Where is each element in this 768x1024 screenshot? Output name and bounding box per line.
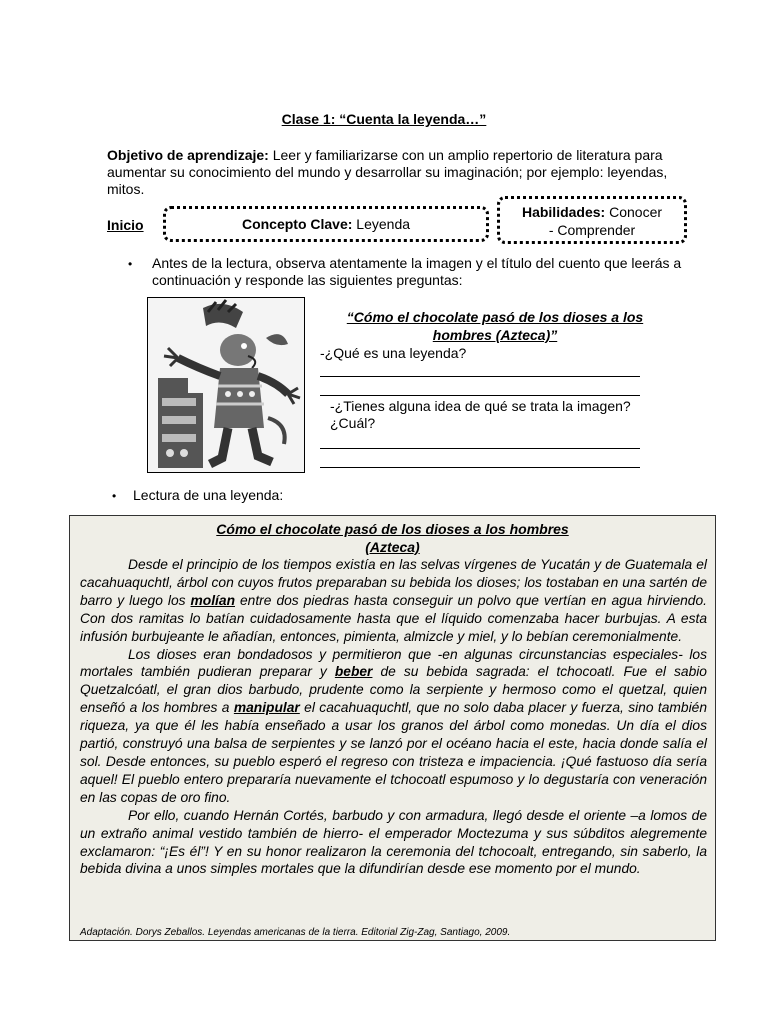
legend-title-line-1: Cómo el chocolate pasó de los dioses a los hombres [216,521,569,537]
skills-value-2: - Comprender [548,222,636,238]
paragraph-1 [80,556,707,646]
paragraph-3: Por ello, cuando Hernán Cortés, barbudo y con armadura, llegó desde el oriente –a lomos de un extraño animal vestido también de hierro- el emperador Moctezuma y sus súbditos alegremente exclamaron: “¡Es él”! Y en su honor realizaron la ceremonia del tchocoalt, entregando, sin saberlo, la bebida divina a unos simples mortales que la difundirían desde ese momento por el mundo. [80,807,707,877]
objective-label: Objetivo de aprendizaje: [107,147,269,163]
legend-body [80,556,707,878]
legend-reading-box [69,515,716,941]
p2-text-c: el cacahuaquchtl, que no solo daba placer y fuerza, sino también riqueza, ya que él les había enseñado a usar los granos del árbol como monedas. Un día el dios partió, construyó una balsa de serpientes y se lanzó por el océano hacia el este, hacia donde salía el sol. Desde entonces, su pueblo esperó el regreso con tristeza e impaciencia. ¡Qué fastuoso día sería aquel! El pueblo entero prepararía nuevamente el tchocoatl espumoso y lo degustaría con veneración en las copas de oro fino. [80,700,707,805]
objective-text: Leer y familiarizarse con un amplio repertorio de literatura para aumentar su conocimiento del mundo y desarrollar su imaginación; por ejemplo: leyendas, mitos. [107,147,668,197]
keyword-molian: molían [190,592,235,608]
skills-value-1: Conocer [605,204,663,220]
key-concept-box [163,206,489,242]
reading-bullet [112,487,284,505]
keyword-beber: beber [334,664,373,680]
reading-bullet-text: Lectura de una leyenda: [133,487,284,503]
instruction-text: Antes de la lectura, observa atentamente la imagen y el título del cuento que leerás a continuación y responde las siguientes preguntas: [152,255,682,288]
bullet-icon: • [112,489,117,503]
aztec-deity-illustration [147,297,305,473]
page-title: Clase 1: “Cuenta la leyenda…” [281,111,487,127]
learning-objective [107,147,682,198]
p1-text-b: entre dos piedras hasta conseguir un polvo que vertían en agua hirviendo. Con dos ramitas lo batían cuidadosamente hasta que el líquido comenzaba hacer burbujas. A esta infusión burbujeante le añadían, entonces, pimienta, almizcle y miel, y lo bebían ceremonialmente. [80,592,707,644]
source-citation: Adaptación. Dorys Zeballos. Leyendas americanas de la tierra. Editorial Zig-Zag, Santiago, 2009. [80,927,511,938]
key-concept-label: Concepto Clave: [241,215,353,232]
instruction-bullet [128,255,688,288]
section-inicio: Inicio [107,217,144,233]
answer-line-2b[interactable] [320,467,640,468]
question-2: -¿Tienes alguna idea de qué se trata la imagen? ¿Cuál? [330,398,631,431]
answer-line-1b[interactable] [320,395,640,396]
key-concept-value: Leyenda [352,215,411,232]
skills-label: Habilidades: [521,204,606,220]
legend-title-line-2: (Azteca) [365,539,420,555]
paragraph-2 [80,646,707,807]
keyword-manipular: manipular [233,700,300,716]
answer-line-1a[interactable] [320,376,640,377]
legend-title [70,520,715,556]
p1-text-a: Desde el principio de los tiempos existía en las selvas vírgenes de Yucatán y de Guatemala el cacahuaquchtl, árbol con cuyos frutos preparaban su bebida los dioses; los tostaban en una sartén de barro y luego los [80,557,707,608]
answer-line-2a[interactable] [320,448,640,449]
bullet-icon: • [128,257,133,271]
aztec-deity-drawing [148,298,304,472]
story-title-question: “Cómo el chocolate pasó de los dioses a los hombres (Azteca)” [346,309,644,343]
skills-box [497,196,687,244]
p2-text-b: de su bebida sagrada: el tchocoatl. Fue el sabio Quetzalcóatl, el gran dios barbudo, prudente como la serpiente y hermoso como el quetzal, quien enseñó a los hombres a [80,664,707,716]
p2-text-a: Los dioses eran bondadosos y permitieron que -en algunas circunstancias especiales- los mortales también pudieran preparar y [80,646,707,680]
question-1: -¿Qué es una leyenda? [320,345,467,361]
